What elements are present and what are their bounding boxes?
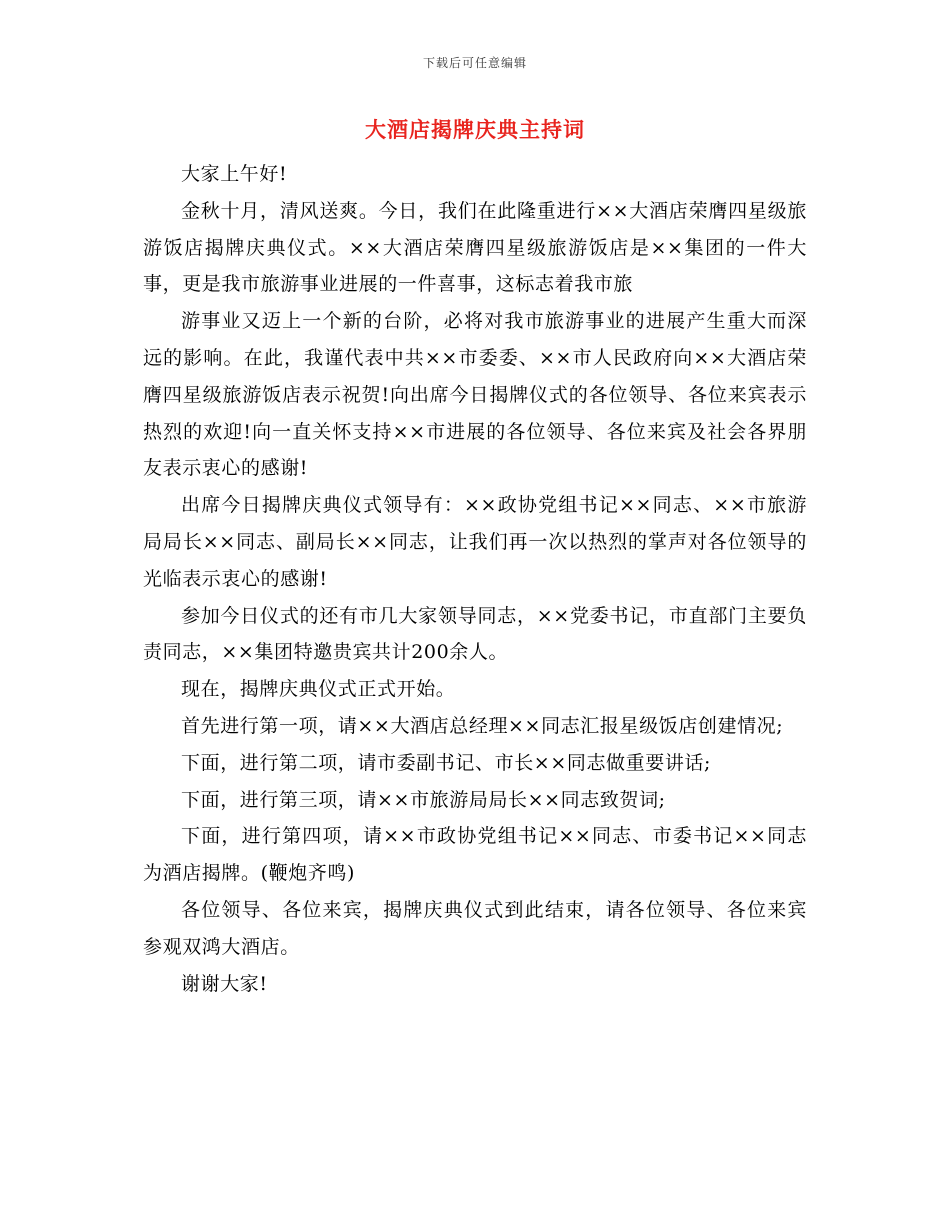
paragraph-ceremony-start: 现在，揭牌庆典仪式正式开始。	[181, 678, 456, 701]
paragraph-item-three: 下面，进行第三项，请××市旅游局局长××同志致贺词;	[181, 788, 666, 811]
paragraph-thanks: 谢谢大家!	[181, 972, 268, 995]
paragraph-congratulations: 游事业又迈上一个新的台阶，必将对我市旅游事业的进展产生重大而深远的影响。在此，我谨代表中共××市委委、××市人民政府向××大酒店荣膺四星级旅游饭店表示祝贺!向出席今日揭牌仪式的各位领导、各位来宾表示热烈的欢迎!向一直关怀支持××市进展的各位领导、各位来宾及社会各界朋友表示衷心的感谢!	[143, 310, 807, 480]
paragraph-item-two: 下面，进行第二项，请市委副书记、市长××同志做重要讲话;	[181, 751, 712, 774]
paragraph-attendees: 参加今日仪式的还有市几大家领导同志，××党委书记，市直部门主要负责同志，××集团特邀贵宾共计200余人。	[143, 604, 807, 664]
paragraph-item-four: 下面，进行第四项，请××市政协党组书记××同志、市委书记××同志为酒店揭牌。(鞭炮齐鸣)	[143, 825, 807, 885]
paragraph-leaders: 出席今日揭牌庆典仪式领导有：××政协党组书记××同志、××市旅游局局长××同志、副局长××同志，让我们再一次以热烈的掌声对各位领导的光临表示衷心的感谢!	[143, 494, 807, 590]
paragraph-opening: 金秋十月，清风送爽。今日，我们在此隆重进行××大酒店荣膺四星级旅游饭店揭牌庆典仪式。××大酒店荣膺四星级旅游饭店是××集团的一件大事，更是我市旅游事业进展的一件喜事，这标志着我市旅	[143, 199, 807, 296]
paragraph-closing: 各位领导、各位来宾，揭牌庆典仪式到此结束，请各位领导、各位来宾参观双鸿大酒店。	[143, 898, 807, 958]
header-note: 下载后可任意编辑	[422, 56, 527, 70]
paragraph-greeting: 大家上午好!	[181, 163, 288, 185]
paragraph-item-one: 首先进行第一项，请××大酒店总经理××同志汇报星级饭店创建情况;	[181, 714, 784, 737]
document-body	[143, 156, 807, 1002]
document-title: 大酒店揭牌庆典主持词	[365, 118, 585, 142]
